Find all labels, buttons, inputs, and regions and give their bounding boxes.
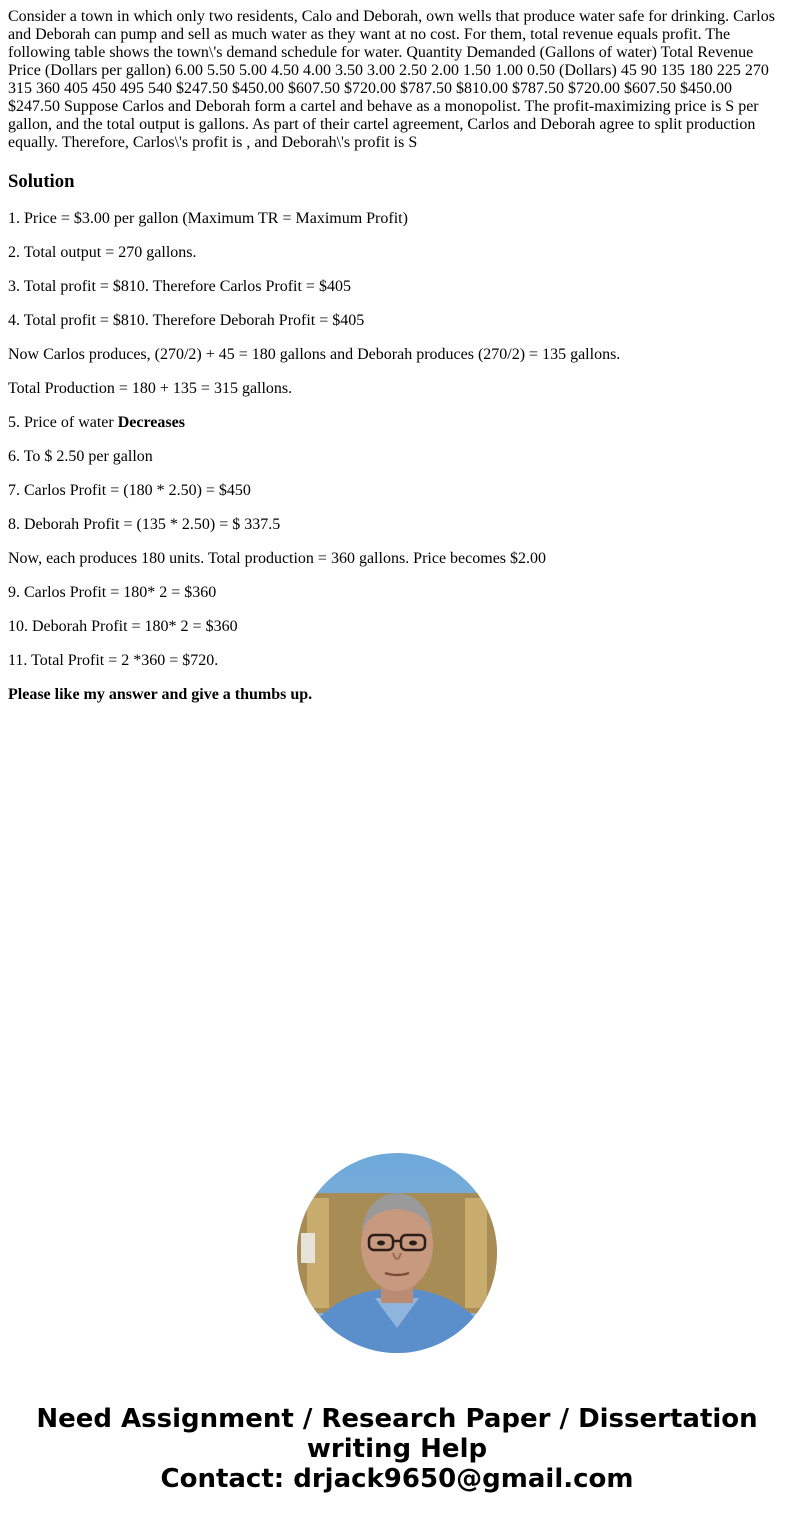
step-prefix: 5. Price of water (8, 414, 118, 431)
solution-heading: Solution (8, 171, 75, 192)
banner-line: Need Assignment / Research Paper / Dissertation (36, 1404, 758, 1434)
solution-step: 6. To $ 2.50 per gallon (8, 448, 153, 465)
solution-step: 11. Total Profit = 2 *360 = $720. (8, 652, 219, 669)
step-emphasis: Decreases (117, 414, 185, 431)
solution-step: 1. Price = $3.00 per gallon (Maximum TR = Maximum Profit) (8, 210, 408, 227)
solution-step: Total Production = 180 + 135 = 315 gallons. (8, 380, 293, 397)
solution-step (8, 414, 786, 448)
closing-note: Please like my answer and give a thumbs up. (8, 686, 313, 703)
solution-step: Now Carlos produces, (270/2) + 45 = 180 gallons and Deborah produces (270/2) = 135 gallons. (8, 346, 621, 363)
contact-banner (0, 1404, 794, 1494)
contact-email: Contact: drjack9650@gmail.com (160, 1464, 634, 1494)
solution-step: 2. Total output = 270 gallons. (8, 244, 197, 261)
question-text: Consider a town in which only two residents, Calo and Deborah, own wells that produce water safe for drinking. Carlos and Deborah can pump and sell as much water as they want at no cost. For them, total revenue equals profit. The following table shows the town\'s demand schedule for water. Quantity Demanded (Gallons of water) Total Revenue Price (Dollars per gallon) 6.00 5.50 5.00 4.50 4.00 3.50 3.00 2.50 2.00 1.50 1.00 0.50 (Dollars) 45 90 135 180 225 270 315 360 405 450 495 540 $247.50 $450.00 $607.50 $720.00 $787.50 $810.00 $787.50 $720.00 $607.50 $450.00 $247.50 Suppose Carlos and Deborah form a cartel and behave as a monopolist. The profit-maximizing price is S per gallon, and the total output is gallons. As part of their cartel agreement, Carlos and Deborah agree to split production equally. Therefore, Carlos\'s profit is , and Deborah\'s profit is S (8, 8, 775, 151)
avatar-illustration (297, 1153, 497, 1353)
solution-steps (8, 210, 786, 720)
solution-step: 7. Carlos Profit = (180 * 2.50) = $450 (8, 482, 251, 499)
solution-step: 10. Deborah Profit = 180* 2 = $360 (8, 618, 238, 635)
solution-step: Now, each produces 180 units. Total production = 360 gallons. Price becomes $2.00 (8, 550, 547, 567)
banner-line: writing Help (306, 1434, 488, 1464)
person-photo-icon (297, 1153, 497, 1353)
solution-step: 9. Carlos Profit = 180* 2 = $360 (8, 584, 217, 601)
solution-step: 8. Deborah Profit = (135 * 2.50) = $ 337.5 (8, 516, 281, 533)
solution-step: 3. Total profit = $810. Therefore Carlos Profit = $405 (8, 278, 351, 295)
solution-step: 4. Total profit = $810. Therefore Deborah Profit = $405 (8, 312, 365, 329)
